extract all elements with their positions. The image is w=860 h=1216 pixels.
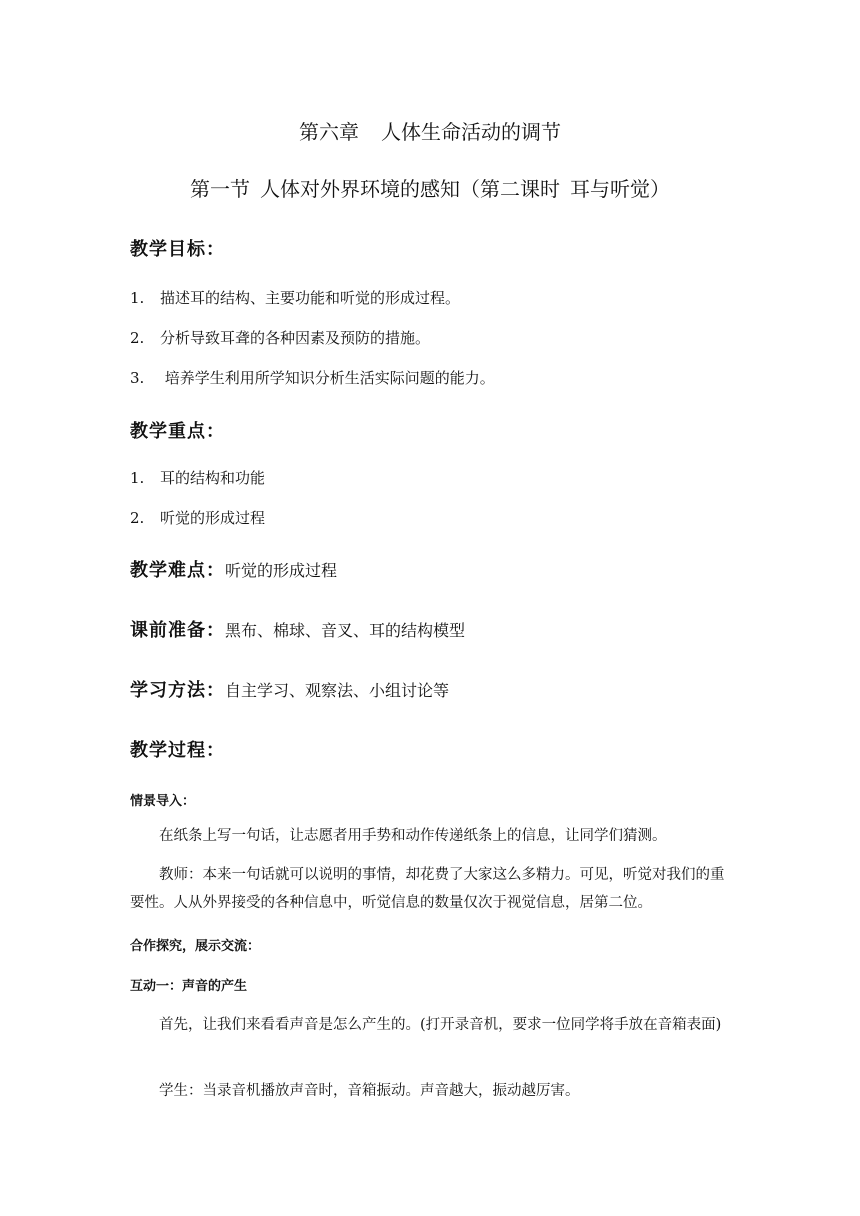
interaction-one-heading: 互动一：声音的产生 — [130, 979, 248, 994]
difficulty-line — [130, 556, 337, 582]
preparation-line — [130, 616, 465, 642]
section-name: 人体对外界环境的感知（第二课时 — [260, 177, 560, 201]
teacher-paragraph: 教师：本来一句话就可以说明的事情，却花费了大家这么多精力。可见，听觉对我们的重要性。人从外界接受的各种信息中，听觉信息的数量仅次于视觉信息，居第二位。 — [130, 867, 725, 911]
objective-item: 1. 描述耳的结构、主要功能和听觉的形成过程。 — [130, 289, 461, 307]
chapter-title — [0, 116, 860, 145]
difficulty-value: 听觉的形成过程 — [225, 561, 338, 580]
objective-item: 2. 分析导致耳聋的各种因素及预防的措施。 — [130, 329, 431, 347]
methods-label: 学习方法： — [130, 680, 225, 701]
student-paragraph: 学生：当录音机播放声音时，音箱振动。声音越大，振动越厉害。 — [159, 1083, 580, 1099]
objectives-heading: 教学目标： — [130, 239, 225, 260]
interaction-one-paragraph: 首先，让我们来看看声音是怎么产生的。(打开录音机，要求一位同学将手放在音箱表面) — [159, 1017, 722, 1033]
chapter-number: 第六章 — [299, 120, 359, 144]
key-point-item: 2. 听觉的形成过程 — [130, 509, 266, 527]
methods-line — [130, 676, 449, 702]
process-heading: 教学过程： — [130, 740, 225, 761]
chapter-name: 人体生命活动的调节 — [381, 120, 561, 144]
preparation-label: 课前准备： — [130, 620, 225, 641]
section-number: 第一节 — [190, 177, 250, 201]
objective-item: 3. 培养学生利用所学知识分析生活实际问题的能力。 — [130, 369, 495, 387]
key-points-heading: 教学重点： — [130, 421, 225, 442]
methods-value: 自主学习、观察法、小组讨论等 — [225, 681, 450, 700]
difficulty-label: 教学难点： — [130, 560, 225, 581]
cooperation-heading: 合作探究，展示交流： — [130, 939, 261, 954]
preparation-value: 黑布、棉球、音叉、耳的结构模型 — [225, 621, 466, 640]
section-title — [0, 173, 860, 202]
intro-heading: 情景导入： — [130, 794, 196, 809]
lesson-topic: 耳与听觉） — [570, 177, 670, 201]
key-point-item: 1. 耳的结构和功能 — [130, 469, 266, 487]
intro-paragraph: 在纸条上写一句话，让志愿者用手势和动作传递纸条上的信息，让同学们猜测。 — [159, 828, 667, 844]
